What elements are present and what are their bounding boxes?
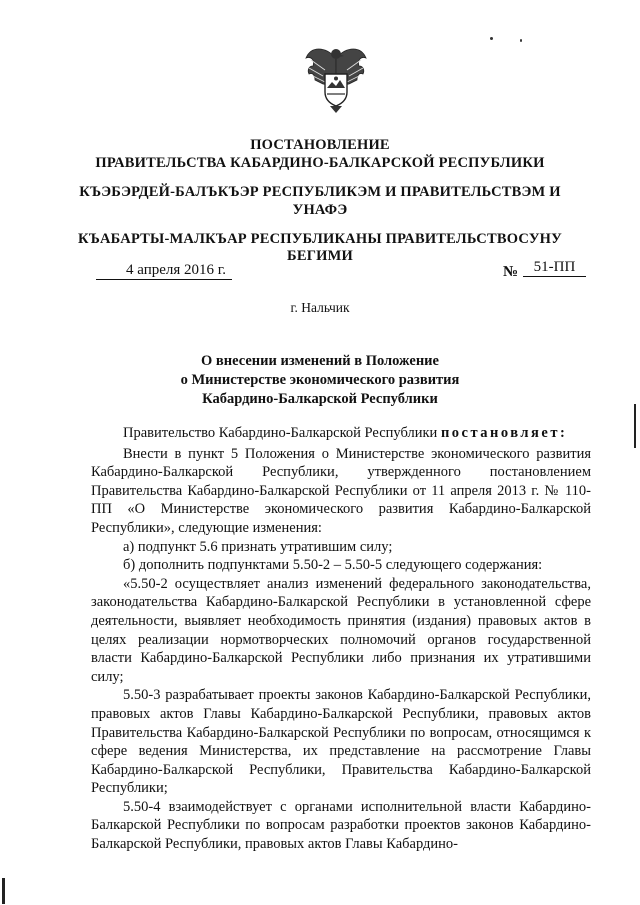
scan-speck xyxy=(520,39,522,42)
paragraph-2: а) подпункт 5.6 признать утратившим силу; xyxy=(123,538,393,555)
intro-text: Правительство Кабардино-Балкарской Республики xyxy=(123,425,438,441)
paragraph-1: Внести в пункт 5 Положения о Министерстве экономического развития Кабардино-Балкарской Республики, утвержденного постановлением Правительства Кабардино-Балкарской Республики от 11 апреля 2013 г. № 110-ПП «О Министерстве экономического развития Кабардино-Балкарской Республики», следующие изменения: xyxy=(91,445,591,536)
scan-edge-mark xyxy=(2,878,5,904)
document-body xyxy=(91,424,591,854)
paragraph-4: «5.50-2 осуществляет анализ изменений федерального законодательства, законодательства Кабардино-Балкарской Республики в установленной сфере деятельности, выявляет необходимость принятия (издания) правовых актов в целях реализации нормотворческих полномочий органов государственной власти Кабардино-Балкарской Республики либо признания их утратившими силу; xyxy=(91,575,591,685)
body-intro xyxy=(91,424,591,443)
scan-speck xyxy=(490,37,493,40)
subject-line-3: Кабардино-Балкарской Республики xyxy=(202,391,438,407)
title-balkar-1: КЪАБАРТЫ-МАЛКЪАР РЕСПУБЛИКАНЫ ПРАВИТЕЛЬСТВОСУНУ xyxy=(78,231,562,247)
title-kabardian-2: УНАФЭ xyxy=(292,202,348,218)
document-number: 51-ПП xyxy=(523,259,586,277)
paragraph-5: 5.50-3 разрабатывает проекты законов Кабардино-Балкарской Республики, правовых актов Главы Кабардино-Балкарской Республики, правовых актов Правительства Кабардино-Балкарской Республики по вопросам, относящимся к сфере ведения Министерства, их представление на рассмотрение Главы Кабардино-Балкарской Республики, Правительства Кабардино-Балкарской Республики; xyxy=(91,687,591,797)
subject-line-1: О внесении изменений в Положение xyxy=(201,353,439,369)
title-kabardian-1: КЪЭБЭРДЕЙ-БАЛЪКЪЭР РЕСПУБЛИКЭМ И ПРАВИТЕЛЬСТВЭМ И xyxy=(79,184,561,200)
city: г. Нальчик xyxy=(290,300,350,315)
paragraph-6: 5.50-4 взаимодействует с органами исполнительной власти Кабардино-Балкарской Республики по вопросам разработки проектов законов Кабардино-Балкарской Республики, правовых актов Главы Кабардино- xyxy=(91,798,591,853)
document-subject xyxy=(0,352,640,409)
paragraph-3: б) дополнить подпунктами 5.50-2 – 5.50-5 следующего содержания: xyxy=(123,557,543,574)
subject-line-2: о Министерстве экономического развития xyxy=(180,372,460,388)
document-date: 4 апреля 2016 г. xyxy=(96,262,232,280)
title-government: ПРАВИТЕЛЬСТВА КАБАРДИНО-БАЛКАРСКОЙ РЕСПУБЛИКИ xyxy=(95,155,545,171)
title-balkar-2: БЕГИМИ xyxy=(287,248,353,264)
kbr-coat-of-arms-icon xyxy=(303,40,369,114)
number-label: № xyxy=(503,264,519,280)
decree-word: постановляет: xyxy=(440,425,568,441)
title-decree: ПОСТАНОВЛЕНИЕ xyxy=(250,137,390,153)
scan-edge-mark xyxy=(634,404,636,448)
